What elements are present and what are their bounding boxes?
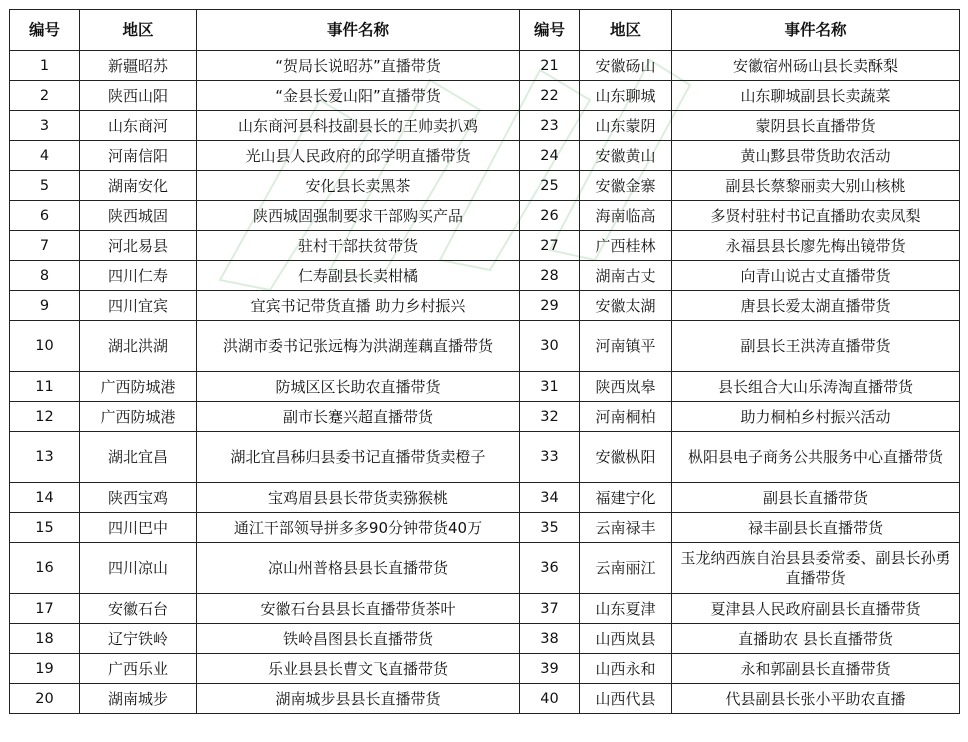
cell-region: 陕西宝鸡 [80,483,197,513]
cell-region: 山东商河 [80,111,197,141]
cell-event-name-2: 副县长直播带货 [672,483,960,513]
cell-number-2: 38 [520,624,580,654]
cell-region: 广西乐业 [80,654,197,684]
cell-region-2: 河南镇平 [580,321,672,372]
cell-number-2: 37 [520,594,580,624]
cell-region-2: 陕西岚皋 [580,372,672,402]
table-row [10,483,960,513]
cell-number: 2 [10,81,80,111]
cell-number-2: 31 [520,372,580,402]
cell-event-name: 山东商河县科技副县长的王帅卖扒鸡 [197,111,520,141]
cell-number: 20 [10,684,80,714]
cell-region-2: 山东聊城 [580,81,672,111]
table-row [10,684,960,714]
table-row [10,171,960,201]
cell-event-name-2: 安徽宿州砀山县长卖酥梨 [672,51,960,81]
cell-number: 17 [10,594,80,624]
header-region-2: 地区 [580,10,672,51]
cell-region: 四川宜宾 [80,291,197,321]
cell-event-name-2: 永福县县长廖先梅出镜带货 [672,231,960,261]
table-row [10,141,960,171]
cell-event-name-2: 山东聊城副县长卖蔬菜 [672,81,960,111]
cell-event-name: 宜宾书记带货直播 助力乡村振兴 [197,291,520,321]
table-row [10,201,960,231]
cell-event-name: 防城区区长助农直播带货 [197,372,520,402]
cell-region: 广西防城港 [80,372,197,402]
cell-region-2: 山西岚县 [580,624,672,654]
cell-number-2: 24 [520,141,580,171]
cell-number: 10 [10,321,80,372]
cell-event-name-2: 蒙阴县长直播带货 [672,111,960,141]
cell-number-2: 23 [520,111,580,141]
cell-number-2: 40 [520,684,580,714]
table-body [10,51,960,714]
cell-number: 11 [10,372,80,402]
cell-region: 广西防城港 [80,402,197,432]
cell-number: 6 [10,201,80,231]
cell-event-name: 铁岭昌图县长直播带货 [197,624,520,654]
table-row [10,291,960,321]
cell-region-2: 安徽太湖 [580,291,672,321]
cell-event-name-2: 唐县长爱太湖直播带货 [672,291,960,321]
cell-region: 河北易县 [80,231,197,261]
table-row [10,543,960,594]
cell-event-name-2: 副县长蔡黎丽卖大别山核桃 [672,171,960,201]
cell-region: 四川仁寿 [80,261,197,291]
header-number: 编号 [10,10,80,51]
cell-event-name-2: 枞阳县电子商务公共服务中心直播带货 [672,432,960,483]
cell-number: 7 [10,231,80,261]
table-row [10,594,960,624]
cell-region-2: 湖南古丈 [580,261,672,291]
cell-event-name-2: 禄丰副县长直播带货 [672,513,960,543]
cell-region: 湖南城步 [80,684,197,714]
header-event-name-2: 事件名称 [672,10,960,51]
table-row [10,81,960,111]
cell-number-2: 27 [520,231,580,261]
cell-event-name-2: 永和郭副县长直播带货 [672,654,960,684]
cell-number: 1 [10,51,80,81]
table-row [10,372,960,402]
cell-number: 3 [10,111,80,141]
cell-event-name: 洪湖市委书记张远梅为洪湖莲藕直播带货 [197,321,520,372]
cell-number-2: 36 [520,543,580,594]
cell-region: 陕西山阳 [80,81,197,111]
cell-event-name-2: 副县长王洪涛直播带货 [672,321,960,372]
cell-number-2: 26 [520,201,580,231]
cell-number-2: 21 [520,51,580,81]
cell-region-2: 山东夏津 [580,594,672,624]
cell-region-2: 安徽金寨 [580,171,672,201]
cell-region: 湖南安化 [80,171,197,201]
cell-region: 辽宁铁岭 [80,624,197,654]
cell-region-2: 安徽砀山 [580,51,672,81]
cell-number: 8 [10,261,80,291]
cell-event-name: 湖南城步县县长直播带货 [197,684,520,714]
cell-number-2: 28 [520,261,580,291]
table-row [10,261,960,291]
cell-region: 安徽石台 [80,594,197,624]
cell-region: 四川凉山 [80,543,197,594]
table-row [10,321,960,372]
table-row [10,51,960,81]
cell-event-name: “金县长爱山阳”直播带货 [197,81,520,111]
event-table [9,9,960,714]
table-row [10,402,960,432]
cell-number-2: 33 [520,432,580,483]
table-row [10,624,960,654]
cell-region-2: 海南临高 [580,201,672,231]
cell-event-name: 光山县人民政府的邱学明直播带货 [197,141,520,171]
cell-number: 9 [10,291,80,321]
cell-region-2: 福建宁化 [580,483,672,513]
cell-number-2: 30 [520,321,580,372]
cell-number-2: 34 [520,483,580,513]
table-row [10,231,960,261]
cell-region-2: 云南丽江 [580,543,672,594]
cell-region: 四川巴中 [80,513,197,543]
cell-event-name-2: 黄山黟县带货助农活动 [672,141,960,171]
cell-event-name: 副市长蹇兴超直播带货 [197,402,520,432]
cell-event-name-2: 玉龙纳西族自治县县委常委、副县长孙勇直播带货 [672,543,960,594]
cell-event-name-2: 助力桐柏乡村振兴活动 [672,402,960,432]
cell-number: 16 [10,543,80,594]
cell-event-name: 乐业县县长曹文飞直播带货 [197,654,520,684]
cell-event-name-2: 夏津县人民政府副县长直播带货 [672,594,960,624]
cell-region: 陕西城固 [80,201,197,231]
cell-event-name: 仁寿副县长卖柑橘 [197,261,520,291]
cell-region: 河南信阳 [80,141,197,171]
cell-event-name: “贺局长说昭苏”直播带货 [197,51,520,81]
header-region: 地区 [80,10,197,51]
header-row [10,10,960,51]
cell-event-name: 陕西城固强制要求干部购买产品 [197,201,520,231]
cell-number: 14 [10,483,80,513]
header-number-2: 编号 [520,10,580,51]
cell-region-2: 云南禄丰 [580,513,672,543]
table-row [10,432,960,483]
cell-number-2: 29 [520,291,580,321]
cell-event-name-2: 县长组合大山乐涛淘直播带货 [672,372,960,402]
cell-number: 19 [10,654,80,684]
cell-number-2: 32 [520,402,580,432]
cell-region-2: 广西桂林 [580,231,672,261]
cell-number: 12 [10,402,80,432]
cell-number-2: 39 [520,654,580,684]
cell-number-2: 35 [520,513,580,543]
table-row [10,513,960,543]
header-event-name: 事件名称 [197,10,520,51]
cell-event-name: 安化县长卖黑茶 [197,171,520,201]
cell-region: 新疆昭苏 [80,51,197,81]
cell-number: 18 [10,624,80,654]
cell-region-2: 安徽枞阳 [580,432,672,483]
cell-number: 4 [10,141,80,171]
cell-number: 13 [10,432,80,483]
cell-event-name: 通江干部领导拼多多90分钟带货40万 [197,513,520,543]
cell-event-name-2: 直播助农 县长直播带货 [672,624,960,654]
cell-number: 5 [10,171,80,201]
cell-event-name: 安徽石台县县长直播带货茶叶 [197,594,520,624]
cell-event-name: 湖北宜昌秭归县委书记直播带货卖橙子 [197,432,520,483]
cell-region: 湖北洪湖 [80,321,197,372]
cell-event-name: 凉山州普格县县长直播带货 [197,543,520,594]
cell-event-name-2: 向青山说古丈直播带货 [672,261,960,291]
cell-number-2: 22 [520,81,580,111]
cell-region-2: 山东蒙阴 [580,111,672,141]
cell-number: 15 [10,513,80,543]
cell-number-2: 25 [520,171,580,201]
cell-event-name: 宝鸡眉县县长带货卖猕猴桃 [197,483,520,513]
cell-event-name-2: 多贤村驻村书记直播助农卖凤梨 [672,201,960,231]
cell-region-2: 山西永和 [580,654,672,684]
table-row [10,654,960,684]
cell-event-name-2: 代县副县长张小平助农直播 [672,684,960,714]
cell-region-2: 安徽黄山 [580,141,672,171]
cell-region: 湖北宜昌 [80,432,197,483]
cell-region-2: 河南桐柏 [580,402,672,432]
cell-region-2: 山西代县 [580,684,672,714]
table-row [10,111,960,141]
cell-event-name: 驻村干部扶贫带货 [197,231,520,261]
